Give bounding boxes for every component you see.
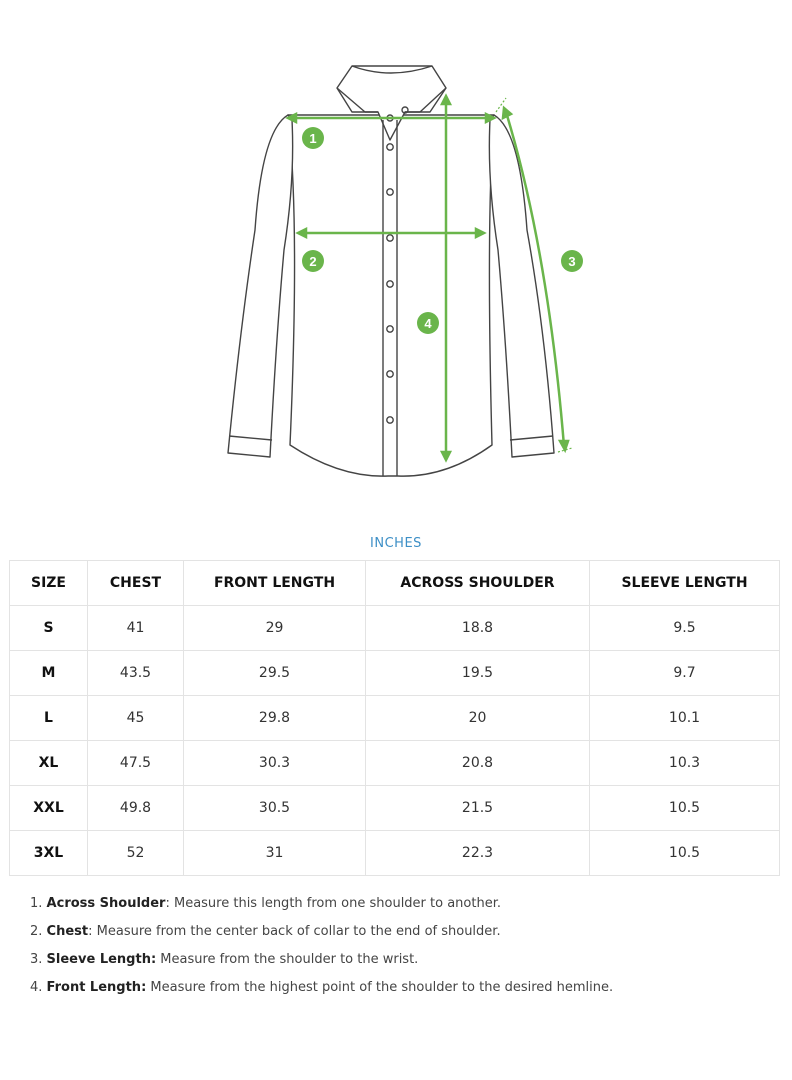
size-cell: L bbox=[10, 696, 88, 741]
note-term: Sleeve Length: bbox=[46, 952, 157, 967]
marker-1 bbox=[302, 127, 324, 149]
across-shoulder-cell: 20.8 bbox=[366, 741, 590, 786]
shirt-outline bbox=[228, 66, 554, 476]
list-item bbox=[30, 950, 613, 978]
note-number: 2. bbox=[30, 924, 43, 939]
sleeve-length-cell: 10.5 bbox=[590, 831, 780, 876]
across-shoulder-cell: 22.3 bbox=[366, 831, 590, 876]
across-shoulder-cell: 18.8 bbox=[366, 606, 590, 651]
front-length-cell: 29.8 bbox=[184, 696, 366, 741]
header-across-shoulder: ACROSS SHOULDER bbox=[366, 561, 590, 606]
chest-cell: 49.8 bbox=[88, 786, 184, 831]
svg-text:2: 2 bbox=[309, 254, 317, 269]
note-term: Across Shoulder bbox=[46, 896, 166, 911]
note-term: Front Length: bbox=[46, 980, 147, 995]
unit-title: INCHES bbox=[370, 536, 422, 551]
table-row bbox=[10, 606, 780, 651]
chest-cell: 41 bbox=[88, 606, 184, 651]
front-length-cell: 29 bbox=[184, 606, 366, 651]
header-size: SIZE bbox=[10, 561, 88, 606]
front-length-cell: 30.3 bbox=[184, 741, 366, 786]
note-text: Measure from the center back of collar to the end of shoulder. bbox=[92, 924, 501, 939]
size-cell: S bbox=[10, 606, 88, 651]
table-header-row bbox=[10, 561, 780, 606]
sleeve-length-cell: 10.1 bbox=[590, 696, 780, 741]
front-length-cell: 30.5 bbox=[184, 786, 366, 831]
size-cell: 3XL bbox=[10, 831, 88, 876]
header-chest: CHEST bbox=[88, 561, 184, 606]
svg-text:1: 1 bbox=[309, 131, 317, 146]
table-row bbox=[10, 786, 780, 831]
front-length-cell: 31 bbox=[184, 831, 366, 876]
note-separator: : bbox=[88, 924, 93, 939]
chest-cell: 45 bbox=[88, 696, 184, 741]
table-row bbox=[10, 696, 780, 741]
header-sleeve-length: SLEEVE LENGTH bbox=[590, 561, 780, 606]
across-shoulder-cell: 21.5 bbox=[366, 786, 590, 831]
size-cell: M bbox=[10, 651, 88, 696]
sleeve-length-cell: 10.5 bbox=[590, 786, 780, 831]
sleeve-length-cell: 9.5 bbox=[590, 606, 780, 651]
list-item bbox=[30, 978, 613, 1006]
measurement-instructions bbox=[30, 894, 613, 1006]
across-shoulder-cell: 20 bbox=[366, 696, 590, 741]
note-number: 1. bbox=[30, 896, 43, 911]
note-number: 3. bbox=[30, 952, 43, 967]
list-item bbox=[30, 922, 613, 950]
sleeve-length-cell: 10.3 bbox=[590, 741, 780, 786]
chest-cell: 47.5 bbox=[88, 741, 184, 786]
size-cell: XL bbox=[10, 741, 88, 786]
marker-3 bbox=[561, 250, 583, 272]
note-separator: : bbox=[165, 896, 170, 911]
table-row bbox=[10, 831, 780, 876]
svg-text:4: 4 bbox=[424, 316, 432, 331]
table-row bbox=[10, 741, 780, 786]
header-front-length: FRONT LENGTH bbox=[184, 561, 366, 606]
marker-2 bbox=[302, 250, 324, 272]
across-shoulder-cell: 19.5 bbox=[366, 651, 590, 696]
list-item bbox=[30, 894, 613, 922]
table-row bbox=[10, 651, 780, 696]
size-chart-table bbox=[9, 560, 780, 876]
note-term: Chest bbox=[46, 924, 89, 939]
front-length-cell: 29.5 bbox=[184, 651, 366, 696]
note-text: Measure from the shoulder to the wrist. bbox=[156, 952, 419, 967]
note-text: Measure from the highest point of the shoulder to the desired hemline. bbox=[146, 980, 614, 995]
chest-cell: 52 bbox=[88, 831, 184, 876]
note-number: 4. bbox=[30, 980, 43, 995]
svg-text:3: 3 bbox=[568, 254, 576, 269]
sleeve-length-cell: 9.7 bbox=[590, 651, 780, 696]
chest-cell: 43.5 bbox=[88, 651, 184, 696]
shirt-measurement-diagram bbox=[0, 0, 792, 500]
marker-4 bbox=[417, 312, 439, 334]
note-text: Measure this length from one shoulder to another. bbox=[169, 896, 501, 911]
size-cell: XXL bbox=[10, 786, 88, 831]
